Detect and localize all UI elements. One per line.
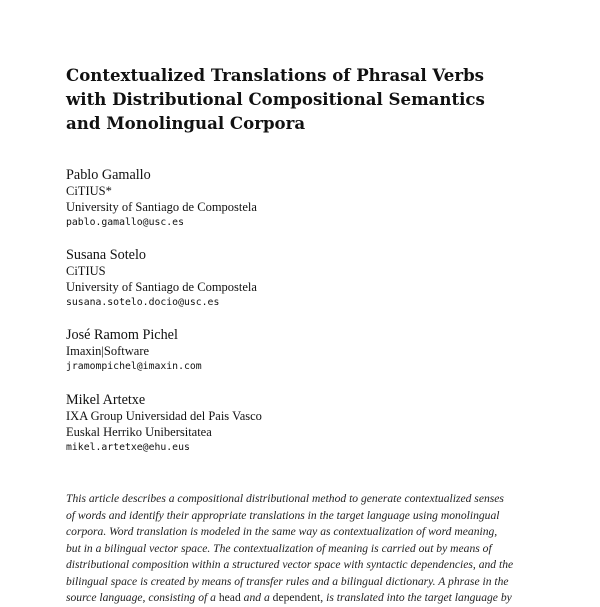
abstract-fragment: and a xyxy=(240,591,273,604)
abstract-fragment: , is translated into the target language by xyxy=(320,591,512,604)
author-affiliation: CiTIUS* xyxy=(66,184,112,198)
abstract xyxy=(66,491,540,607)
author-affiliation: University of Santiago de Compostela xyxy=(66,200,257,214)
author-affiliation: University of Santiago de Compostela xyxy=(66,280,257,294)
author-block-artetxe xyxy=(66,392,526,456)
abstract-line: of words and identify their appropriate translations in the target language using monolingual xyxy=(66,508,500,522)
author-name: José Ramom Pichel xyxy=(66,327,178,343)
author-name: Pablo Gamallo xyxy=(66,167,151,183)
abstract-line: distributional composition within a structured vector space with syntactic dependencies, and the xyxy=(66,558,514,571)
title-line-3: and Monolingual Corpora xyxy=(66,113,306,133)
title-line-1: Contextualized Translations of Phrasal Verbs xyxy=(66,65,485,85)
abstract-line: corpora. Word translation is modeled in the same way as contextualization of word meaning, xyxy=(66,525,498,538)
paper-title xyxy=(66,63,536,135)
author-email: susana.sotelo.docio@usc.es xyxy=(66,297,220,308)
abstract-line: This article describes a compositional distributional method to generate contextualized senses xyxy=(66,492,504,505)
author-affiliation: CiTIUS xyxy=(66,264,106,278)
title-line-2: with Distributional Compositional Semantics xyxy=(66,89,485,109)
abstract-line: bilingual space is created by means of transfer rules and a bilingual dictionary. A phrase in the xyxy=(66,574,509,588)
author-block-pichel xyxy=(66,327,526,375)
author-block-gamallo xyxy=(66,167,526,231)
author-affiliation: Euskal Herriko Unibersitatea xyxy=(66,425,212,439)
abstract-line-last xyxy=(66,590,540,607)
abstract-term-dependent: dependent xyxy=(272,591,321,604)
author-affiliation: Imaxin|Software xyxy=(66,344,150,358)
author-name: Mikel Artetxe xyxy=(66,392,146,408)
author-name: Susana Sotelo xyxy=(66,247,146,263)
abstract-line: but in a bilingual vector space. The contextualization of meaning is carried out by means of xyxy=(66,541,492,555)
abstract-term-head: head xyxy=(218,591,241,604)
author-affiliation: IXA Group Universidad del Pais Vasco xyxy=(66,409,262,423)
author-email: pablo.gamallo@usc.es xyxy=(66,217,184,228)
author-email: mikel.artetxe@ehu.eus xyxy=(66,442,190,453)
author-email: jramompichel@imaxin.com xyxy=(66,361,202,372)
abstract-fragment: source language, consisting of a xyxy=(66,591,219,604)
author-block-sotelo xyxy=(66,247,526,311)
